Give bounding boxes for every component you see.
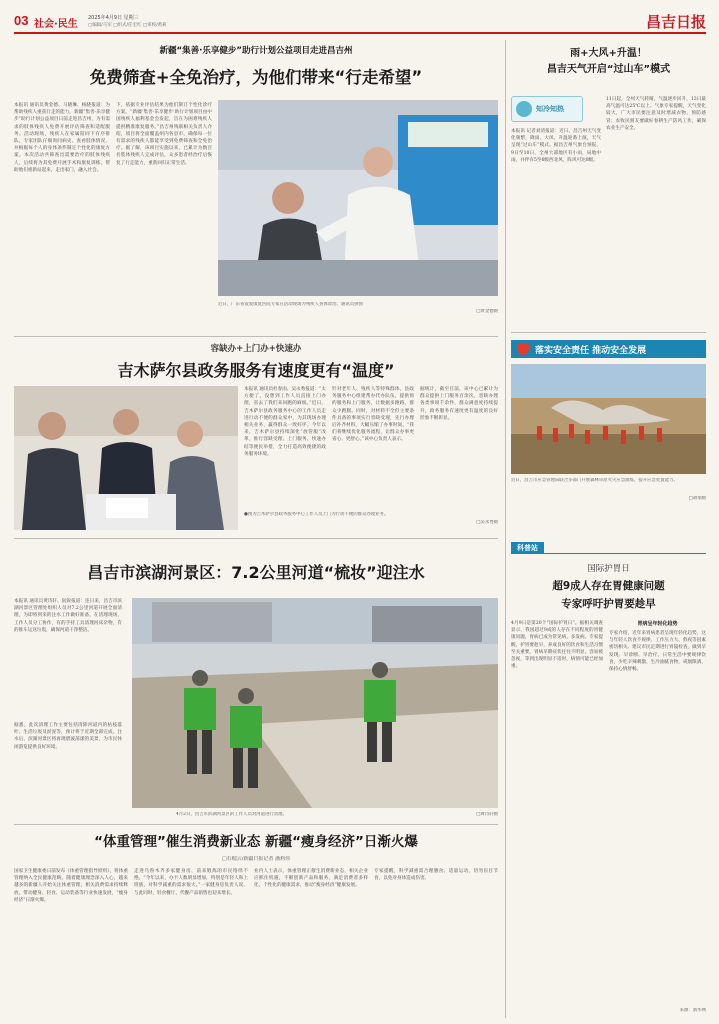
story1-body-col2: 下，依据专业评估结果为他们制订个性化诊疗方案。“新疆‘集善·乐享健步’助行计划项目由中国残疾人福利基金会发起，旨在为困难残疾人提供精准康复服务。”昌吉州残联相关负责人介绍，项目将全面覆盖州内各县市，确保每一位有需求的残疾人都能享受到免费筛查和全免治疗。据了解，该项目实施以来，已累计为数百名肢体残疾人完成评估，众多患者经治疗后恢复了行走能力，重新回归正常生活。 (116, 103, 212, 166)
page-number: 03 (14, 13, 29, 28)
story3-photo-caption: 4月2日，昌吉市滨湖河景区的工作人员对河道进行清理。 (176, 812, 287, 817)
story4-headline: “体重管理”催生消费新业态 新疆“瘦身经济”日渐火爆 (94, 834, 418, 850)
issue-date: 2025年4月9日 星期三 (88, 15, 139, 21)
story1-headline: 免费筛查+全免治疗，为他们带来“行走希望” (89, 68, 423, 87)
story1-photo-credit: □黄金德摄 (476, 309, 498, 314)
story4-body-col3: 业内人士表示，体重管理正催生消费新业态，相关企业应抓住机遇，不断创新产品和服务，满足消费者多样化、个性化的健康需求，推动“瘦身经济”健康发展。 (254, 869, 368, 889)
sidebar1-headline-2: 昌吉天气开启“过山车”模式 (546, 64, 671, 75)
story4-body-col4: 专家提醒，科学减重需合理膳食、适量运动，切勿盲目节食，以免对身体造成伤害。 (374, 869, 498, 882)
story2-kicker: 容缺办+上门办+快速办 (210, 344, 302, 354)
story2-headline: 吉木萨尔县政务服务有速度更有“温度” (117, 361, 395, 380)
sidebar1-logo-label: 知冷知热 (536, 105, 564, 113)
sidebar2-photo-caption: 近日，昌吉市应急管理局联合多部门开展森林草原火灾应急演练，提升应急处置能力。 (511, 478, 678, 483)
shield-icon (517, 343, 529, 355)
editor-credits: □编辑/马军 □组式/任宏红 □审校/黄莉 (88, 23, 167, 28)
story1-photo-caption: 近日，广东省爱爱康复医院专家在活动现场为残疾人查体诊治。通讯员供图 (218, 302, 363, 307)
sidebar2-photo (511, 364, 706, 474)
story2-body-col3: 据统计，截至目前，该中心已累计为群众提供上门服务百余次，容缺办理各类事项千余件，群众满意度持续提升，政务服务有速度更有温度的良好形象不断彰显。 (420, 387, 498, 421)
sidebar3-headline-2: 专家呼吁护胃要趁早 (561, 598, 656, 610)
sidebar2-banner-label: 落实安全责任 推动安全发展 (535, 346, 647, 356)
sidebar3-body-col1: 4月9日是第20个“国际护胃日”。据相关调查显示，我国超过9成的人存在不同程度的胃健康问题，胃病已成为常见病、多发病。专家提醒，护胃要趁早，养成良好的饮食和生活习惯至关重要。胃病早期症状往往不明显，容易被忽视，等到出现明显不适时，病情可能已经加重。 (511, 621, 603, 670)
story3-body-col2: 据悉，此次清理工作主要包括清除河道内的枯枝落叶、生活垃圾及淤泥等，预计将于近期全部完成。注水后，滨湖河景区将再现碧波荡漾的美景，为市民休闲游览提供良好环境。 (14, 723, 122, 750)
sidebar1-body-col2: 11日起，全州天气转晴，气温逐步回升，13日最高气温可达25℃以上。气象专家提醒，天气变化较大，广大市民要注意及时增减衣物，预防感冒；农牧民朋友要做好春耕生产防风工作，确保农业生产安全。 (606, 97, 706, 131)
story4-body-col2: 走进乌鲁木齐多家健身房，前来锻炼的市民络绎不绝。“今年以来，办卡人数明显增加，特别是年轻人和上班族，对科学减重的需求很大。”一家健身房负责人说。与此同时，轻食餐厅、代餐产品销售也迎来增长。 (134, 869, 248, 896)
sidebar3-source: 来源：新华网 (679, 1008, 706, 1013)
story3-photo-credit: □黄诗轩摄 (476, 812, 498, 817)
section-name: 社会·民生 (34, 19, 78, 30)
sidebar3-kicker: 国际护胃日 (587, 564, 630, 574)
sidebar2-photo-credit: □胡瑞摄 (688, 496, 706, 501)
sidebar1-body-col1: 本报讯 记者刘清报道：近日，昌吉州天气变化频繁，降雨、大风、升温轮番上演，天气呈现“过山车”模式。据昌吉州气象台预报，9日至10日，全州大部地区有小雨，局地中雨，并伴有5至6级西北风，阵风可达8级。 (511, 129, 601, 163)
story2-body-col1: 本报讯 通讯员杜春雨、吴永秀报道：“太方便了，没想到工作人员直接上门办理，省去了我们来回跑的麻烦。”近日，吉木萨尔县政务服务中心的工作人员走进行动不便的群众家中，为其现场办理相关业务，赢得群众一致好评。今年以来，吉木萨尔县持续深化“放管服”改革，推行容缺受理、上门服务、快速办结等便民举措，全力打造高效便捷的政务服务环境。 (244, 387, 326, 457)
sidebar3-section-tag (511, 542, 706, 554)
story1-body-col1: 本报讯 通讯员黄金德、马晓琳、杨晓报道：为帮助残疾人重获行走的能力，新疆“集善·乐享健步”助行计划公益项目日前走进昌吉州，为有需求的肢体残疾人免费开展评估筛查和适配服务。活动现场，残疾人在家属陪同下有序排队，专家团队仔细询问病史、查看肢体情况，并根据每个人的身体条件制定个性化的康复方案。本次活动共筛查出需要治疗的肢体残疾人，后续将为其免费开展手术和康复训练，帮助他们重新站起来，走出家门，融入社会。 (14, 103, 110, 173)
sidebar2-banner (511, 340, 706, 358)
story3-body-col1: 本报讯 通讯员黄诗轩、阮锐报道：连日来，昌吉市滨湖河景区管理处组织人员对7.2公里河道开展全面清理，为即将到来的注水工作做好准备。在清理现场，工作人员分工协作，有的手持工具清理河床杂物，有的推车运送垃圾，确保河道干净整洁。 (14, 599, 122, 633)
story4-body-col1: 国家卫生健康委日前发布《体重管理指导原则》，将体重管理纳入全民健康范畴。随着健康理念深入人心，越来越多的新疆人开始关注体重管理，相关消费需求持续释放，带动健身、轻食、运动装备等行业快速发展，“瘦身经济”日渐火爆。 (14, 869, 128, 903)
story4-byline: □石榴云/新疆日报记者 潘莉伟 (222, 856, 290, 862)
story1-kicker: 新疆“集善·乐享健步”助行计划公益项目走进昌吉州 (159, 46, 353, 56)
story2-photo-credit: □吴永秀摄 (476, 520, 498, 525)
sidebar1-headline-1: 雨+大风+升温！ (570, 48, 647, 59)
story2-photo (14, 386, 238, 530)
paper-name: 昌吉日报 (645, 13, 706, 31)
sidebar3-headline-1: 超9成人存在胃健康问题 (552, 580, 665, 592)
sidebar3-subhead: 胃病呈年轻化趋势 (637, 621, 678, 627)
sidebar3-body-col2: 专家介绍，近年来胃病患者呈现年轻化趋势，这与年轻人饮食不规律、工作压力大、熬夜等因素密切相关。建议市民定期进行胃镜检查，做到早发现、早诊断、早治疗。日常生活中要规律饮食，少吃辛辣刺激、生冷油腻食物，戒烟限酒，保持心情舒畅。 (609, 631, 706, 673)
story3-headline: 昌吉市滨湖河景区：7.2公里河道“梳妆”迎注水 (87, 563, 425, 582)
sidebar3-tag-label: 科普站 (511, 542, 544, 554)
sidebar1-logo (511, 96, 583, 122)
story2-body-col2: 针对老年人、残疾人等特殊群体，县政务服务中心组建帮办代办队伍，提供预约服务和上门服务，让数据多跑路、群众少跑腿。同时，对材料不全但主要条件具备的事项实行容缺受理，先行办理后补齐材料，大幅压缩了办事时间。“我们将继续优化服务流程，让群众办事更省心、更舒心。”该中心负责人表示。 (332, 387, 414, 443)
story3-photo (132, 598, 498, 808)
story2-photo-caption: ●图为吉木萨尔县政务服务中心工作人员上门为行动不便的群众办理业务。 (244, 512, 389, 517)
weather-icon (516, 101, 532, 117)
story1-photo (218, 100, 498, 296)
